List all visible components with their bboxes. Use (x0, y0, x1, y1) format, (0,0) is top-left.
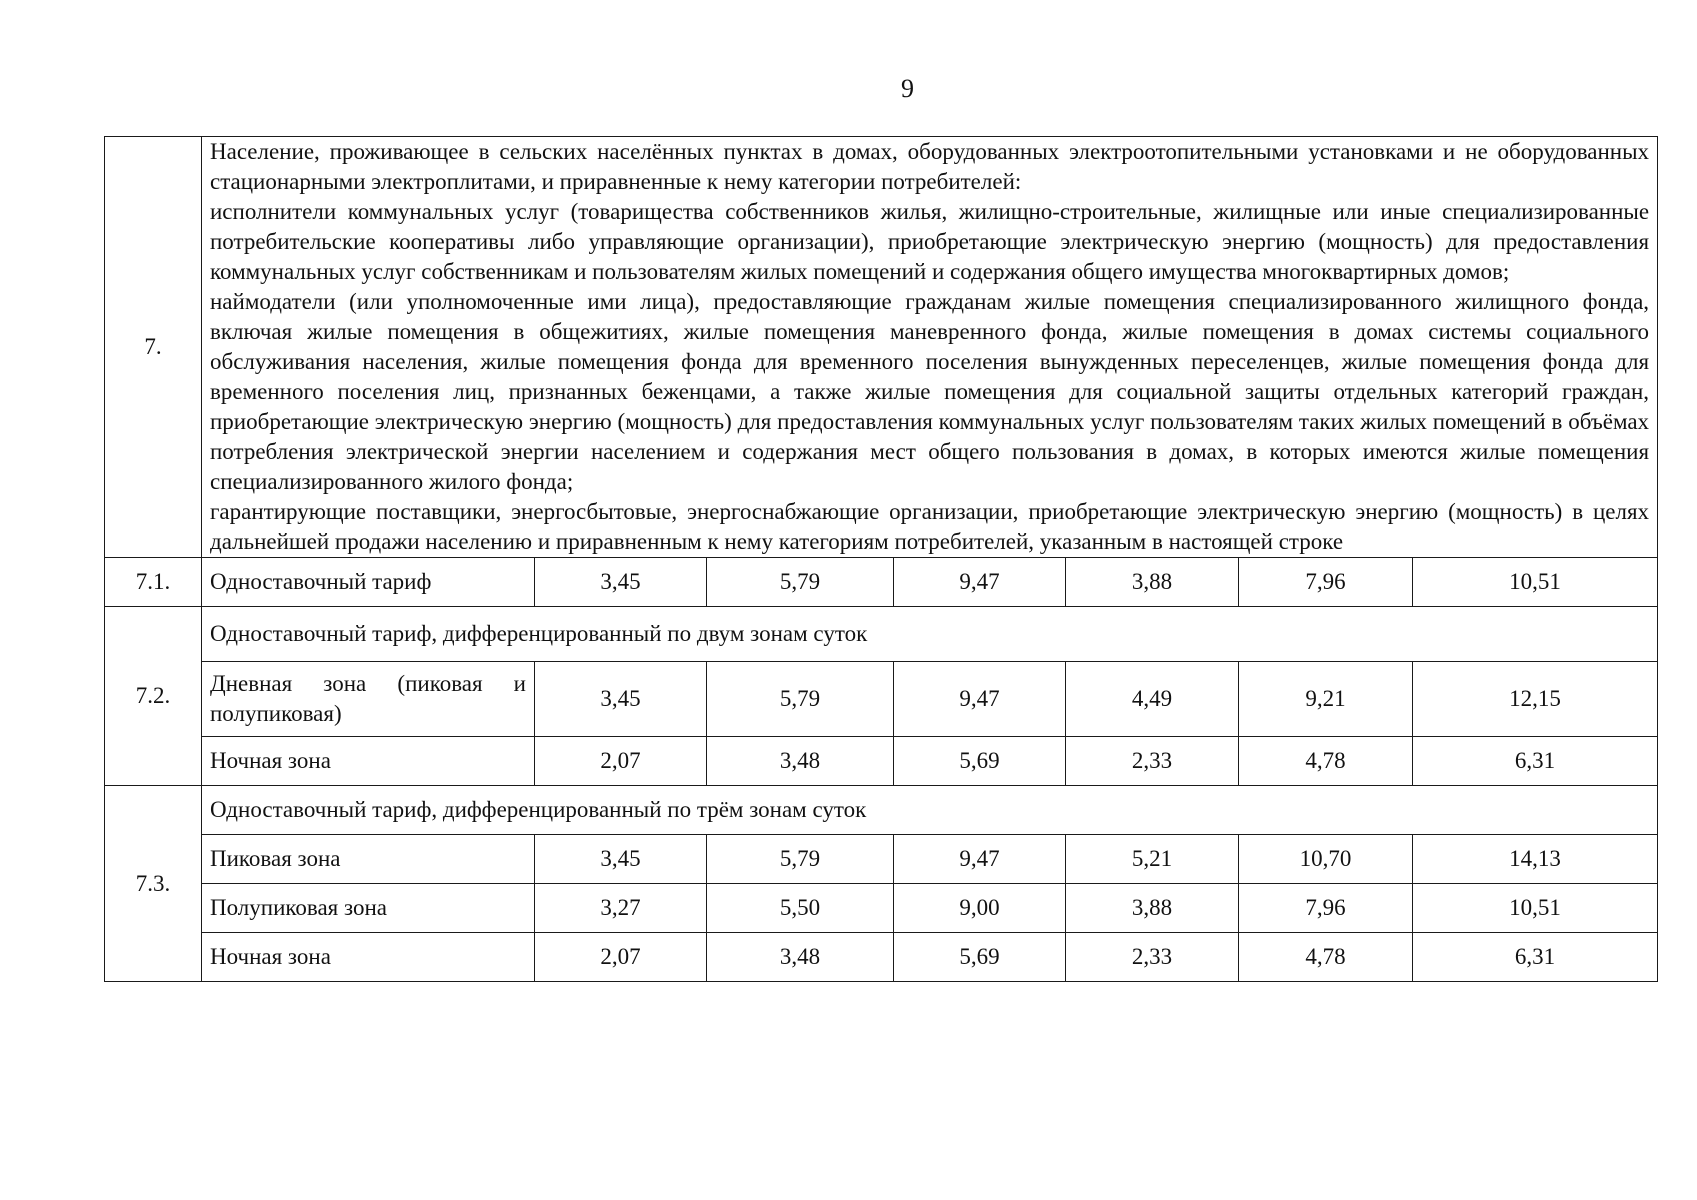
tariff-value: 5,79 (707, 662, 894, 737)
tariff-value: 5,50 (707, 884, 894, 933)
tariff-value: 5,69 (894, 933, 1066, 982)
tariff-value: 7,96 (1239, 558, 1413, 607)
description-paragraph: исполнители коммунальных услуг (товарищества собственников жилья, жилищно-строительные, жилищные или иные специализированные потребительские кооперативы либо управляющие организации), приобретающие электрическую энергию (мощность) для предоставления коммунальных услуг собственникам и пользователям жилых помещений и содержания общего имущества многоквартирных домов; (210, 199, 1650, 284)
row-7-1 (105, 558, 1658, 607)
tariff-label: Пиковая зона (202, 835, 535, 884)
tariff-value: 5,79 (707, 835, 894, 884)
row-7-2-night (105, 737, 1658, 786)
tariff-value: 2,07 (535, 737, 707, 786)
tariff-value: 3,45 (535, 558, 707, 607)
tariff-value: 2,07 (535, 933, 707, 982)
row-7-2-day (105, 662, 1658, 737)
section-heading: Одноставочный тариф, дифференцированный по двум зонам суток (202, 607, 1658, 662)
tariff-label: Полупиковая зона (202, 884, 535, 933)
tariff-value: 14,13 (1413, 835, 1658, 884)
tariff-value: 9,47 (894, 835, 1066, 884)
row-7-2-heading (105, 607, 1658, 662)
page-number: 9 (901, 74, 914, 103)
tariff-value: 4,78 (1239, 737, 1413, 786)
tariff-value: 4,49 (1066, 662, 1239, 737)
tariff-value: 9,00 (894, 884, 1066, 933)
tariff-label: Одноставочный тариф (202, 558, 535, 607)
tariff-label: Дневная зона (пиковая и полупиковая) (202, 662, 535, 737)
tariff-value: 3,88 (1066, 558, 1239, 607)
section-heading: Одноставочный тариф, дифференцированный по трём зонам суток (202, 786, 1658, 835)
row-7 (105, 137, 1658, 558)
tariff-value: 3,45 (535, 835, 707, 884)
tariff-value: 3,45 (535, 662, 707, 737)
row-7-3-semipeak (105, 884, 1658, 933)
tariff-value: 10,51 (1413, 884, 1658, 933)
tariff-value: 2,33 (1066, 933, 1239, 982)
tariff-value: 3,27 (535, 884, 707, 933)
tariff-table (104, 136, 1658, 982)
tariff-value: 9,21 (1239, 662, 1413, 737)
description-paragraph: гарантирующие поставщики, энергосбытовые, энергоснабжающие организации, приобретающие электрическую энергию (мощность) в целях дальнейшей продажи населению и приравненным к нему категориям потребителей, указанным в настоящей строке (210, 499, 1650, 554)
description-paragraph: Население, проживающее в сельских населённых пунктах в домах, оборудованных электроотопительными установками и не оборудованных стационарными электроплитами, и приравненные к нему категории потребителей: (210, 139, 1650, 194)
category-description (202, 137, 1658, 558)
tariff-value: 6,31 (1413, 737, 1658, 786)
tariff-value: 10,51 (1413, 558, 1658, 607)
row-7-3-heading (105, 786, 1658, 835)
tariff-value: 5,79 (707, 558, 894, 607)
description-paragraph: наймодатели (или уполномоченные ими лица), предоставляющие гражданам жилые помещения специализированного жилищного фонда, включая жилые помещения в общежитиях, жилые помещения маневренного фонда, жилые помещения в домах системы социального обслуживания населения, жилые помещения фонда для временного поселения вынужденных переселенцев, жилые помещения фонда для временного поселения лиц, признанных беженцами, а также жилые помещения для социальной защиты отдельных категорий граждан, приобретающие электрическую энергию (мощность) для предоставления коммунальных услуг пользователям таких жилых помещений в объёмах потребления электрической энергии населением и содержания мест общего пользования в домах, в которых имеются жилые помещения специализированного жилого фонда; (210, 289, 1650, 494)
tariff-value: 3,48 (707, 737, 894, 786)
tariff-label: Ночная зона (202, 737, 535, 786)
row-number: 7.2. (105, 607, 202, 786)
tariff-value: 3,88 (1066, 884, 1239, 933)
tariff-value: 10,70 (1239, 835, 1413, 884)
tariff-value: 9,47 (894, 558, 1066, 607)
tariff-value: 7,96 (1239, 884, 1413, 933)
row-7-3-peak (105, 835, 1658, 884)
tariff-value: 6,31 (1413, 933, 1658, 982)
row-number: 7.1. (105, 558, 202, 607)
row-number: 7. (105, 137, 202, 558)
tariff-value: 3,48 (707, 933, 894, 982)
tariff-value: 12,15 (1413, 662, 1658, 737)
row-7-3-night (105, 933, 1658, 982)
tariff-value: 5,21 (1066, 835, 1239, 884)
tariff-value: 4,78 (1239, 933, 1413, 982)
row-number: 7.3. (105, 786, 202, 982)
tariff-value: 5,69 (894, 737, 1066, 786)
tariff-label: Ночная зона (202, 933, 535, 982)
tariff-value: 9,47 (894, 662, 1066, 737)
tariff-value: 2,33 (1066, 737, 1239, 786)
